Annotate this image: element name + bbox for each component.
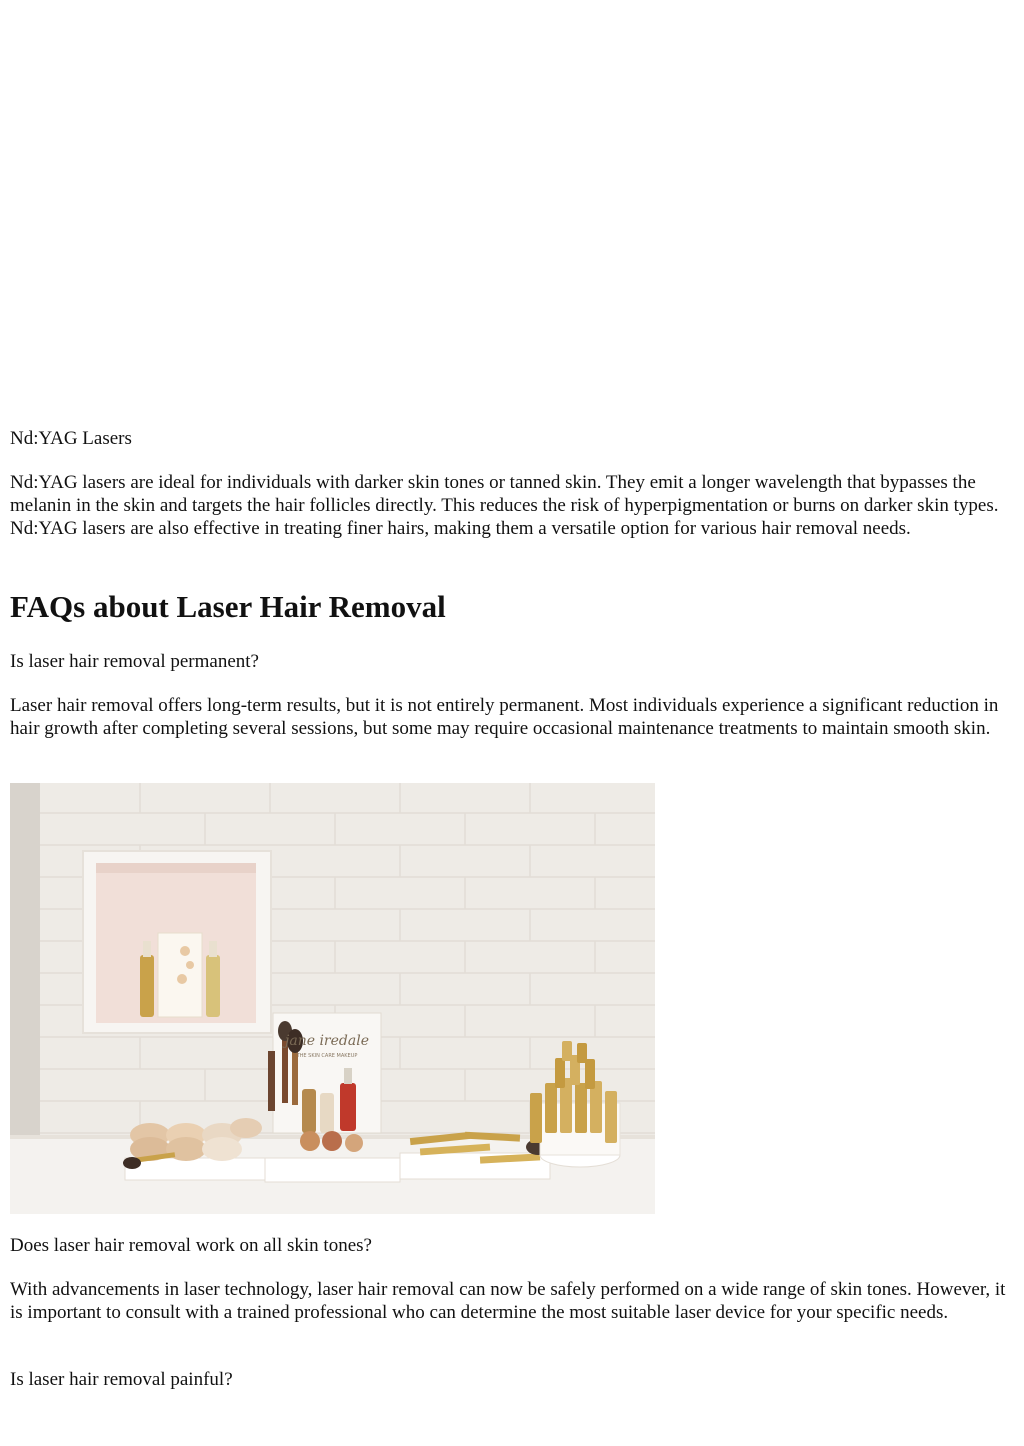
makeup-display-photo xyxy=(10,783,655,1214)
faq-question-1: Is laser hair removal permanent? xyxy=(10,651,259,672)
faq-answer-1: Laser hair removal offers long-term results, but it is not entirely permanent. Most individuals experience a significant reduction in hair growth after completing several sessions, but some may require occasional maintenance treatments to maintain smooth skin. xyxy=(10,695,999,739)
faq-question-3: Is laser hair removal painful? xyxy=(10,1369,233,1390)
section-heading-nd-yag: Nd:YAG Lasers xyxy=(10,428,132,449)
faq-question-2: Does laser hair removal work on all skin tones? xyxy=(10,1235,372,1256)
faq-answer-2: With advancements in laser technology, laser hair removal can now be safely performed on a wide range of skin tones. However, it is important to consult with a trained professional who can determine the most suitable laser device for your specific needs. xyxy=(10,1279,1006,1323)
faq-title: FAQs about Laser Hair Removal xyxy=(10,589,446,624)
section-body-nd-yag: Nd:YAG lasers are ideal for individuals with darker skin tones or tanned skin. They emit a longer wavelength that bypasses the melanin in the skin and targets the hair follicles directly. This reduces the risk of hyperpigmentation or burns on darker skin types. Nd:YAG lasers are also effective in treating finer hairs, making them a versatile option for various hair removal needs. xyxy=(10,472,999,539)
brand-logo-subtext: THE SKIN CARE MAKEUP xyxy=(296,1053,358,1059)
brand-logo: jane iredale xyxy=(285,1033,369,1049)
